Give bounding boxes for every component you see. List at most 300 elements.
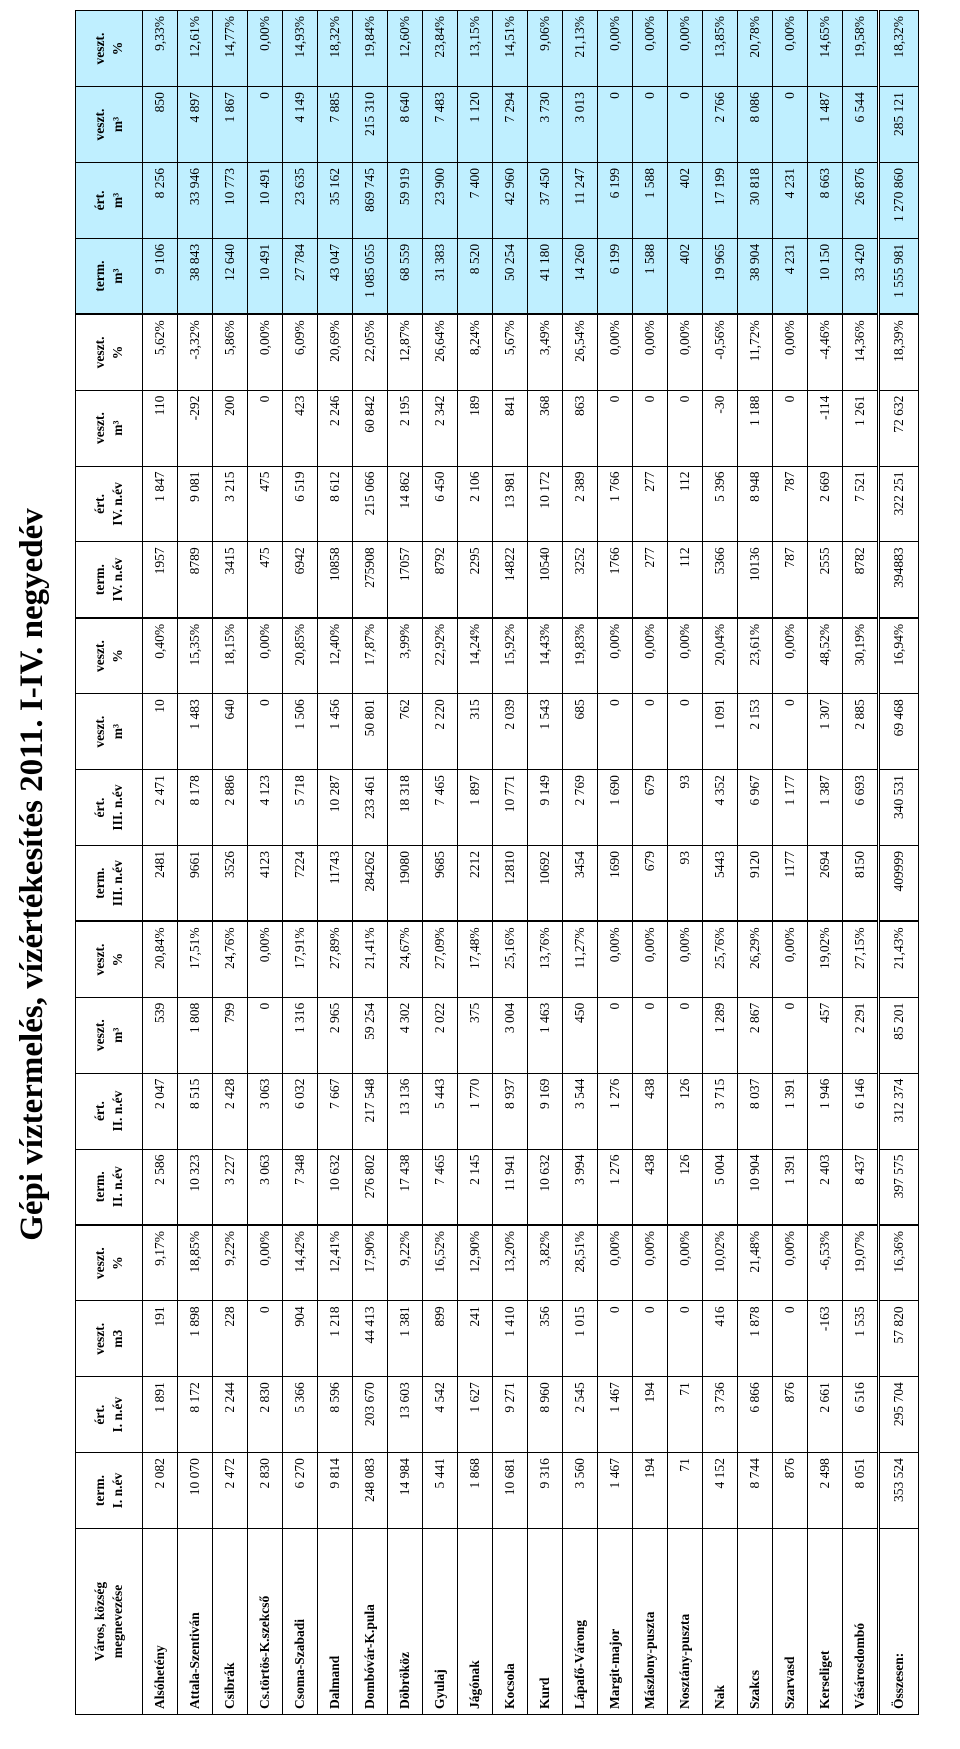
table-cell: 285 121 bbox=[879, 87, 919, 163]
table-cell: 457 bbox=[808, 997, 843, 1073]
table-cell: 3 215 bbox=[213, 466, 248, 542]
table-cell: 69 468 bbox=[879, 694, 919, 770]
table-cell: 110 bbox=[143, 390, 178, 466]
table-cell: 841 bbox=[493, 390, 528, 466]
table-cell: 14,24% bbox=[458, 618, 493, 694]
table-cell: 13 981 bbox=[493, 466, 528, 542]
table-cell: 27 784 bbox=[283, 238, 318, 314]
table-cell: 8 596 bbox=[318, 1377, 353, 1453]
table-cell: 475 bbox=[248, 466, 283, 542]
table-cell: 3 063 bbox=[248, 1149, 283, 1225]
table-cell: 9,22% bbox=[213, 1225, 248, 1301]
table-cell: 8782 bbox=[843, 542, 879, 618]
table-cell: 0,00% bbox=[598, 1225, 633, 1301]
table-cell: 0,00% bbox=[773, 11, 808, 87]
table-cell: 2 022 bbox=[423, 997, 458, 1073]
table-cell: 17057 bbox=[388, 542, 423, 618]
table-cell: 1 766 bbox=[598, 466, 633, 542]
table-cell: 8150 bbox=[843, 845, 879, 921]
table-cell: 0 bbox=[598, 87, 633, 163]
table-cell: 0,00% bbox=[633, 11, 668, 87]
table-cell: 8 178 bbox=[178, 770, 213, 846]
table-cell: 6 519 bbox=[283, 466, 318, 542]
table-cell: 16,94% bbox=[879, 618, 919, 694]
table-cell: 1 627 bbox=[458, 1377, 493, 1453]
water-production-table bbox=[75, 10, 919, 1715]
table-cell: 11743 bbox=[318, 845, 353, 921]
table-cell: 8 086 bbox=[738, 87, 773, 163]
total-row bbox=[879, 11, 919, 1715]
table-cell: 50 801 bbox=[353, 694, 388, 770]
table-cell: 1 506 bbox=[283, 694, 318, 770]
table-cell: 203 670 bbox=[353, 1377, 388, 1453]
table-cell: 904 bbox=[283, 1301, 318, 1377]
table-cell: 10 bbox=[143, 694, 178, 770]
table-cell: 2 586 bbox=[143, 1149, 178, 1225]
table-cell: 9 169 bbox=[528, 1073, 563, 1149]
table-cell: 5 396 bbox=[703, 466, 738, 542]
table-cell: 9 149 bbox=[528, 770, 563, 846]
table-cell: 23,84% bbox=[423, 11, 458, 87]
table-cell: 8 960 bbox=[528, 1377, 563, 1453]
table-cell: 57 820 bbox=[879, 1301, 919, 1377]
table-cell: 60 842 bbox=[353, 390, 388, 466]
table-cell: 8 437 bbox=[843, 1149, 879, 1225]
table-cell: 1690 bbox=[598, 845, 633, 921]
table-cell: 17,87% bbox=[353, 618, 388, 694]
table-cell: 8 744 bbox=[738, 1453, 773, 1529]
table-cell: 1 770 bbox=[458, 1073, 493, 1149]
table-cell: 16,52% bbox=[423, 1225, 458, 1301]
table-cell: 4 231 bbox=[773, 238, 808, 314]
table-cell: 2 153 bbox=[738, 694, 773, 770]
table-cell: 7 465 bbox=[423, 770, 458, 846]
table-cell: 2295 bbox=[458, 542, 493, 618]
table-cell: 2212 bbox=[458, 845, 493, 921]
table-cell: 7 483 bbox=[423, 87, 458, 163]
table-cell: 10858 bbox=[318, 542, 353, 618]
table-cell: 14 984 bbox=[388, 1453, 423, 1529]
settlement-name: Dombóvár-K.pula bbox=[353, 1529, 388, 1715]
table-cell: 11,72% bbox=[738, 314, 773, 390]
table-cell: 12,41% bbox=[318, 1225, 353, 1301]
table-cell: 59 919 bbox=[388, 162, 423, 238]
table-cell: 1 289 bbox=[703, 997, 738, 1073]
total-label: Összesen: bbox=[879, 1529, 919, 1715]
table-cell: 353 524 bbox=[879, 1453, 919, 1529]
table-cell: 2 885 bbox=[843, 694, 879, 770]
table-cell: 2 291 bbox=[843, 997, 879, 1073]
table-cell: 876 bbox=[773, 1453, 808, 1529]
table-cell: 0 bbox=[248, 997, 283, 1073]
column-header: ért. III. n.év bbox=[76, 770, 143, 846]
table-cell: 10 491 bbox=[248, 162, 283, 238]
table-cell: -114 bbox=[808, 390, 843, 466]
table-cell: 1 387 bbox=[808, 770, 843, 846]
table-cell: 3 715 bbox=[703, 1073, 738, 1149]
table-cell: 10 632 bbox=[528, 1149, 563, 1225]
table-cell: 12810 bbox=[493, 845, 528, 921]
settlement-name: Nosztány-puszta bbox=[668, 1529, 703, 1715]
table-cell: 0,00% bbox=[773, 921, 808, 997]
table-cell: 0,00% bbox=[668, 618, 703, 694]
table-cell: 112 bbox=[668, 542, 703, 618]
table-cell: 23,61% bbox=[738, 618, 773, 694]
table-cell: 539 bbox=[143, 997, 178, 1073]
table-row bbox=[738, 11, 773, 1715]
table-cell: 2 965 bbox=[318, 997, 353, 1073]
table-cell: 356 bbox=[528, 1301, 563, 1377]
table-cell: 438 bbox=[633, 1149, 668, 1225]
table-cell: 1 456 bbox=[318, 694, 353, 770]
table-cell: 2 428 bbox=[213, 1073, 248, 1149]
table-cell: 5,67% bbox=[493, 314, 528, 390]
table-cell: 1 307 bbox=[808, 694, 843, 770]
table-cell: 9120 bbox=[738, 845, 773, 921]
table-cell: 0 bbox=[248, 694, 283, 770]
table-cell: 18,15% bbox=[213, 618, 248, 694]
table-cell: 322 251 bbox=[879, 466, 919, 542]
table-cell: 71 bbox=[668, 1453, 703, 1529]
table-cell: 17,91% bbox=[283, 921, 318, 997]
table-cell: 2 661 bbox=[808, 1377, 843, 1453]
table-cell: 10 491 bbox=[248, 238, 283, 314]
table-cell: 25,76% bbox=[703, 921, 738, 997]
table-cell: 9685 bbox=[423, 845, 458, 921]
table-row bbox=[773, 11, 808, 1715]
settlement-name: Csoma-Szabadi bbox=[283, 1529, 318, 1715]
table-cell: 71 bbox=[668, 1377, 703, 1453]
table-row bbox=[598, 11, 633, 1715]
table-cell: 0 bbox=[773, 87, 808, 163]
column-header: veszt. % bbox=[76, 618, 143, 694]
table-cell: 1 316 bbox=[283, 997, 318, 1073]
table-cell: 14 862 bbox=[388, 466, 423, 542]
table-cell: 8 256 bbox=[143, 162, 178, 238]
table-cell: 33 946 bbox=[178, 162, 213, 238]
table-cell: 762 bbox=[388, 694, 423, 770]
table-cell: 0,00% bbox=[633, 921, 668, 997]
table-cell: 19080 bbox=[388, 845, 423, 921]
table-cell: 2 472 bbox=[213, 1453, 248, 1529]
table-cell: 1 535 bbox=[843, 1301, 879, 1377]
table-cell: 38 904 bbox=[738, 238, 773, 314]
table-cell: 0,00% bbox=[248, 921, 283, 997]
settlement-name: Szakcs bbox=[738, 1529, 773, 1715]
table-cell: 1 868 bbox=[458, 1453, 493, 1529]
table-cell: 14,93% bbox=[283, 11, 318, 87]
table-cell: 0,00% bbox=[598, 618, 633, 694]
table-cell: 1 898 bbox=[178, 1301, 213, 1377]
table-cell: 14,43% bbox=[528, 618, 563, 694]
table-cell: 18,85% bbox=[178, 1225, 213, 1301]
table-cell: 2 498 bbox=[808, 1453, 843, 1529]
settlement-name: Kerseliget bbox=[808, 1529, 843, 1715]
table-cell: 1 555 981 bbox=[879, 238, 919, 314]
table-cell: 18,39% bbox=[879, 314, 919, 390]
table-cell: 0 bbox=[598, 997, 633, 1073]
table-cell: 1957 bbox=[143, 542, 178, 618]
table-cell: 93 bbox=[668, 845, 703, 921]
table-cell: 1 946 bbox=[808, 1073, 843, 1149]
table-cell: 228 bbox=[213, 1301, 248, 1377]
table-cell: 12,40% bbox=[318, 618, 353, 694]
table-row bbox=[213, 11, 248, 1715]
table-cell: 30 818 bbox=[738, 162, 773, 238]
table-cell: 1 891 bbox=[143, 1377, 178, 1453]
table-cell: 48,52% bbox=[808, 618, 843, 694]
table-cell: 6 270 bbox=[283, 1453, 318, 1529]
table-cell: 11,27% bbox=[563, 921, 598, 997]
table-cell: 416 bbox=[703, 1301, 738, 1377]
settlement-name: Dalmand bbox=[318, 1529, 353, 1715]
table-cell: 0,00% bbox=[248, 11, 283, 87]
table-cell: 0,00% bbox=[633, 618, 668, 694]
table-cell: 0,00% bbox=[598, 11, 633, 87]
table-cell: 5,62% bbox=[143, 314, 178, 390]
table-cell: 2 471 bbox=[143, 770, 178, 846]
table-cell: 33 420 bbox=[843, 238, 879, 314]
column-header: veszt. m³ bbox=[76, 390, 143, 466]
settlement-name: Alsóhetény bbox=[143, 1529, 178, 1715]
table-cell: 2 047 bbox=[143, 1073, 178, 1149]
table-cell: 12,60% bbox=[388, 11, 423, 87]
table-cell: 3 063 bbox=[248, 1073, 283, 1149]
table-cell: 8 612 bbox=[318, 466, 353, 542]
table-cell: 0 bbox=[248, 87, 283, 163]
table-cell: 0 bbox=[668, 694, 703, 770]
table-cell: 0,00% bbox=[668, 314, 703, 390]
table-cell: 7 348 bbox=[283, 1149, 318, 1225]
table-cell: 3 736 bbox=[703, 1377, 738, 1453]
table-cell: 2 220 bbox=[423, 694, 458, 770]
table-cell: -3,32% bbox=[178, 314, 213, 390]
table-cell: 9 081 bbox=[178, 466, 213, 542]
table-cell: 8789 bbox=[178, 542, 213, 618]
table-cell: 0 bbox=[598, 1301, 633, 1377]
table-cell: 0,00% bbox=[668, 11, 703, 87]
table-cell: 8 948 bbox=[738, 466, 773, 542]
table-cell: 3454 bbox=[563, 845, 598, 921]
table-cell: 59 254 bbox=[353, 997, 388, 1073]
table-cell: 1 120 bbox=[458, 87, 493, 163]
table-cell: 1 588 bbox=[633, 162, 668, 238]
table-cell: 10 323 bbox=[178, 1149, 213, 1225]
table-cell: 3252 bbox=[563, 542, 598, 618]
table-cell: -6,53% bbox=[808, 1225, 843, 1301]
table-cell: 1 897 bbox=[458, 770, 493, 846]
table-cell: 189 bbox=[458, 390, 493, 466]
table-cell: 0 bbox=[773, 694, 808, 770]
table-cell: 1 467 bbox=[598, 1453, 633, 1529]
table-cell: 6 516 bbox=[843, 1377, 879, 1453]
settlement-name: Nak bbox=[703, 1529, 738, 1715]
table-cell: 13,85% bbox=[703, 11, 738, 87]
table-cell: 43 047 bbox=[318, 238, 353, 314]
table-cell: 37 450 bbox=[528, 162, 563, 238]
table-cell: 7 465 bbox=[423, 1149, 458, 1225]
table-cell: 9,22% bbox=[388, 1225, 423, 1301]
table-cell: 233 461 bbox=[353, 770, 388, 846]
table-cell: 27,89% bbox=[318, 921, 353, 997]
table-cell: 217 548 bbox=[353, 1073, 388, 1149]
table-cell: 14,42% bbox=[283, 1225, 318, 1301]
table-header-row bbox=[76, 11, 143, 1715]
table-cell: 26,54% bbox=[563, 314, 598, 390]
table-cell: 6,09% bbox=[283, 314, 318, 390]
table-cell: 2 039 bbox=[493, 694, 528, 770]
table-cell: 8 520 bbox=[458, 238, 493, 314]
column-header: term. III. n.év bbox=[76, 845, 143, 921]
table-cell: 6 199 bbox=[598, 162, 633, 238]
table-cell: 25,16% bbox=[493, 921, 528, 997]
table-cell: 13 603 bbox=[388, 1377, 423, 1453]
table-cell: 876 bbox=[773, 1377, 808, 1453]
table-cell: 12 640 bbox=[213, 238, 248, 314]
table-cell: 8792 bbox=[423, 542, 458, 618]
table-cell: 8 663 bbox=[808, 162, 843, 238]
table-cell: 315 bbox=[458, 694, 493, 770]
table-cell: 5 004 bbox=[703, 1149, 738, 1225]
table-cell: 2 342 bbox=[423, 390, 458, 466]
settlement-name: Mászlony-puszta bbox=[633, 1529, 668, 1715]
table-cell: 20,04% bbox=[703, 618, 738, 694]
table-cell: 3 013 bbox=[563, 87, 598, 163]
table-cell: 194 bbox=[633, 1453, 668, 1529]
table-cell: 368 bbox=[528, 390, 563, 466]
column-header: veszt. % bbox=[76, 11, 143, 87]
table-cell: 21,43% bbox=[879, 921, 919, 997]
table-cell: 4 302 bbox=[388, 997, 423, 1073]
table-cell: 19,83% bbox=[563, 618, 598, 694]
table-cell: 7224 bbox=[283, 845, 318, 921]
table-cell: 2 769 bbox=[563, 770, 598, 846]
table-cell: 394883 bbox=[879, 542, 919, 618]
settlement-name: Szarvasd bbox=[773, 1529, 808, 1715]
table-cell: 10136 bbox=[738, 542, 773, 618]
table-cell: 475 bbox=[248, 542, 283, 618]
table-cell: 10 632 bbox=[318, 1149, 353, 1225]
table-cell: 7 667 bbox=[318, 1073, 353, 1149]
table-cell: 1 218 bbox=[318, 1301, 353, 1377]
table-cell: 18,32% bbox=[879, 11, 919, 87]
table-cell: 2 830 bbox=[248, 1453, 283, 1529]
table-row bbox=[248, 11, 283, 1715]
table-cell: 26 876 bbox=[843, 162, 879, 238]
table-row bbox=[178, 11, 213, 1715]
table-cell: 284262 bbox=[353, 845, 388, 921]
table-cell: 0,00% bbox=[633, 314, 668, 390]
table-cell: 3 560 bbox=[563, 1453, 598, 1529]
table-cell: 402 bbox=[668, 238, 703, 314]
table-cell: 2 195 bbox=[388, 390, 423, 466]
table-cell: 8 937 bbox=[493, 1073, 528, 1149]
table-cell: 19,07% bbox=[843, 1225, 879, 1301]
table-cell: 5 366 bbox=[283, 1377, 318, 1453]
table-cell: 0 bbox=[633, 87, 668, 163]
table-cell: -163 bbox=[808, 1301, 843, 1377]
table-cell: 0 bbox=[773, 390, 808, 466]
table-cell: 2 886 bbox=[213, 770, 248, 846]
table-cell: 15,92% bbox=[493, 618, 528, 694]
table-cell: 1 015 bbox=[563, 1301, 598, 1377]
table-cell: 5443 bbox=[703, 845, 738, 921]
settlement-name: Gyulaj bbox=[423, 1529, 458, 1715]
table-cell: 14822 bbox=[493, 542, 528, 618]
table-cell: 31 383 bbox=[423, 238, 458, 314]
table-cell: 2 389 bbox=[563, 466, 598, 542]
table-cell: 27,15% bbox=[843, 921, 879, 997]
table-row bbox=[388, 11, 423, 1715]
table-cell: 10 150 bbox=[808, 238, 843, 314]
settlement-name: Jágónak bbox=[458, 1529, 493, 1715]
table-cell: 276 802 bbox=[353, 1149, 388, 1225]
table-row bbox=[703, 11, 738, 1715]
table-cell: 17 438 bbox=[388, 1149, 423, 1225]
table-cell: -30 bbox=[703, 390, 738, 466]
table-cell: 0,00% bbox=[668, 1225, 703, 1301]
table-cell: 1 276 bbox=[598, 1149, 633, 1225]
table-cell: 2481 bbox=[143, 845, 178, 921]
table-cell: 35 162 bbox=[318, 162, 353, 238]
table-cell: 4 352 bbox=[703, 770, 738, 846]
table-cell: 17 199 bbox=[703, 162, 738, 238]
table-cell: 10 681 bbox=[493, 1453, 528, 1529]
table-cell: 85 201 bbox=[879, 997, 919, 1073]
table-row bbox=[143, 11, 178, 1715]
table-cell: 23 900 bbox=[423, 162, 458, 238]
table-cell: 20,85% bbox=[283, 618, 318, 694]
column-header: veszt. m3 bbox=[76, 1301, 143, 1377]
table-cell: 1 391 bbox=[773, 1149, 808, 1225]
table-cell: 19,58% bbox=[843, 11, 879, 87]
table-cell: -0,56% bbox=[703, 314, 738, 390]
table-cell: 126 bbox=[668, 1073, 703, 1149]
table-cell: 9 106 bbox=[143, 238, 178, 314]
table-cell: 10 904 bbox=[738, 1149, 773, 1225]
table-cell: 3 994 bbox=[563, 1149, 598, 1225]
table-cell: 8 037 bbox=[738, 1073, 773, 1149]
table-cell: 6942 bbox=[283, 542, 318, 618]
table-cell: 1 588 bbox=[633, 238, 668, 314]
table-cell: 0 bbox=[773, 1301, 808, 1377]
table-cell: 3,49% bbox=[528, 314, 563, 390]
table-row bbox=[808, 11, 843, 1715]
table-cell: 22,92% bbox=[423, 618, 458, 694]
table-cell: 679 bbox=[633, 845, 668, 921]
table-cell: 19,02% bbox=[808, 921, 843, 997]
table-cell: 24,76% bbox=[213, 921, 248, 997]
table-cell: 10 070 bbox=[178, 1453, 213, 1529]
table-cell: 397 575 bbox=[879, 1149, 919, 1225]
table-cell: 2 545 bbox=[563, 1377, 598, 1453]
table-cell: 13,76% bbox=[528, 921, 563, 997]
table-cell: 42 960 bbox=[493, 162, 528, 238]
table-cell: 11 941 bbox=[493, 1149, 528, 1225]
table-cell: 10 773 bbox=[213, 162, 248, 238]
table-cell: 3415 bbox=[213, 542, 248, 618]
table-cell: 191 bbox=[143, 1301, 178, 1377]
table-cell: 12,61% bbox=[178, 11, 213, 87]
table-cell: 0 bbox=[633, 1301, 668, 1377]
table-cell: 0,00% bbox=[248, 1225, 283, 1301]
table-cell: 2 082 bbox=[143, 1453, 178, 1529]
column-header: term. IV. n.év bbox=[76, 542, 143, 618]
table-cell: 5,86% bbox=[213, 314, 248, 390]
table-cell: 41 180 bbox=[528, 238, 563, 314]
table-cell: 17,48% bbox=[458, 921, 493, 997]
table-cell: 0,00% bbox=[598, 314, 633, 390]
